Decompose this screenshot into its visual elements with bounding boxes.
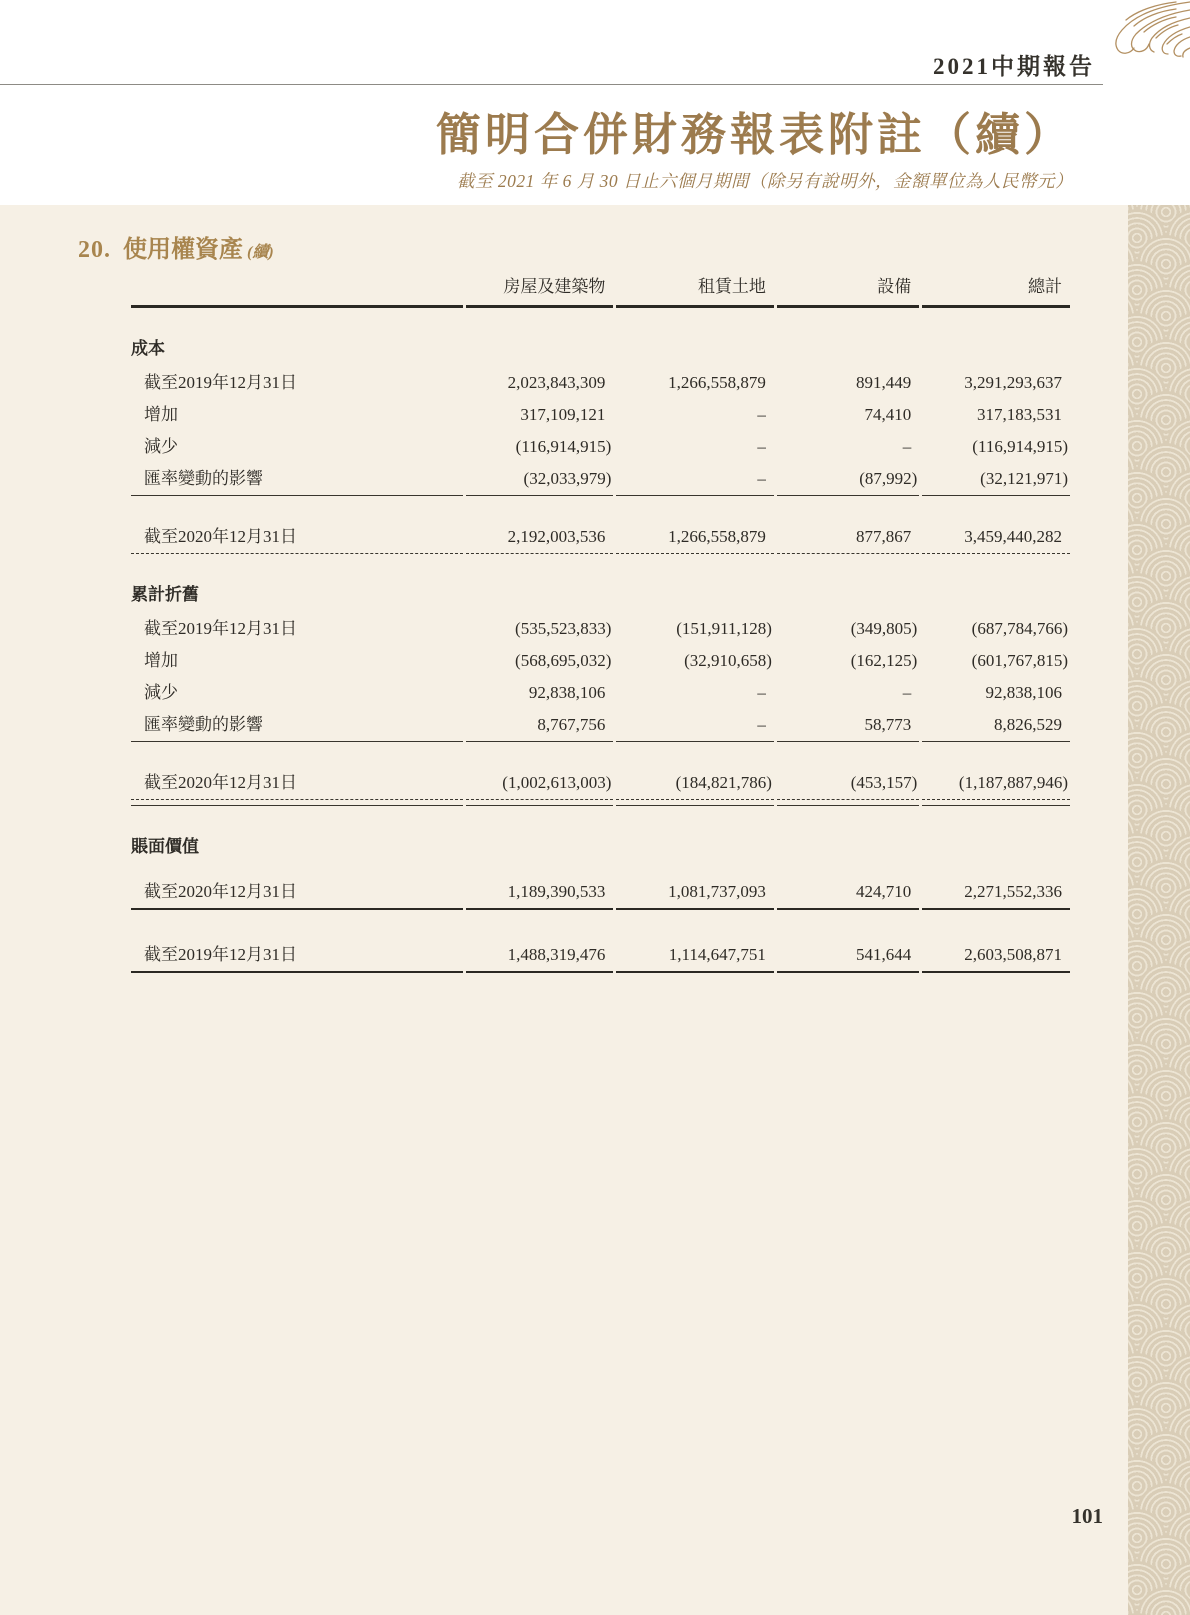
cell-value: – (757, 405, 766, 424)
column-header: 總計 (922, 270, 1070, 308)
cell-value (922, 806, 1070, 865)
header-rule (0, 84, 1103, 85)
cell-value (777, 806, 919, 865)
cell-value: (1,002,613,003) (466, 742, 614, 800)
cell-value: – (616, 463, 774, 496)
table-row (131, 865, 1070, 910)
cell-value: – (902, 683, 912, 702)
table-row (131, 677, 1070, 709)
table-row (131, 742, 1070, 800)
cell-value: (1,187,887,946) (922, 742, 1070, 800)
cell-value: (184,821,786) (616, 742, 774, 800)
column-header: 設備 (777, 270, 919, 308)
table-row (131, 709, 1070, 742)
column-header-empty (131, 270, 463, 308)
row-label: 匯率變動的影響 (131, 463, 463, 496)
row-label: 截至2020年12月31日 (131, 742, 463, 800)
cell-value: (687,784,766) (971, 619, 1068, 638)
column-header: 租賃土地 (616, 270, 774, 308)
seigaiha-wave-pattern (1128, 205, 1190, 1615)
row-label: 截至2019年12月31日 (144, 373, 297, 392)
row-label: 截至2020年12月31日 (131, 865, 463, 910)
table-row (131, 308, 1070, 367)
row-label: 賬面價值 (131, 837, 199, 856)
cell-value: (32,910,658) (684, 651, 772, 670)
page-content (0, 205, 1128, 973)
cell-value: 74,410 (864, 405, 912, 424)
cell-value (466, 806, 614, 865)
row-label: 增加 (144, 651, 178, 670)
cell-value: (32,121,971) (922, 463, 1070, 496)
cell-value: 3,459,440,282 (922, 496, 1070, 554)
cell-value: (453,157) (777, 742, 919, 800)
cell-value (922, 554, 1070, 613)
table-row (131, 613, 1070, 645)
cell-value: 1,189,390,533 (466, 865, 614, 910)
cell-value (616, 554, 774, 613)
right-of-use-assets-table (128, 270, 1073, 973)
cell-value: (601,767,815) (971, 651, 1068, 670)
cell-value: 3,291,293,637 (964, 373, 1062, 392)
cell-value: 8,767,756 (466, 709, 614, 742)
table-header-row (131, 270, 1070, 308)
cell-value: 92,838,106 (985, 683, 1062, 702)
cell-value: 541,644 (777, 910, 919, 973)
row-label: 增加 (144, 405, 178, 424)
cell-value: 1,266,558,879 (668, 373, 766, 392)
cell-value (777, 308, 919, 367)
table-row (131, 431, 1070, 463)
cell-value: – (757, 683, 766, 702)
column-header: 房屋及建築物 (466, 270, 614, 308)
page-number: 101 (1071, 1504, 1103, 1528)
row-label: 截至2019年12月31日 (144, 619, 297, 638)
row-label: 減少 (144, 683, 178, 702)
cell-value (922, 308, 1070, 367)
table-body (131, 308, 1070, 973)
cell-value: (349,805) (850, 619, 918, 638)
cell-value (466, 554, 614, 613)
cell-value (616, 308, 774, 367)
cell-value: 424,710 (777, 865, 919, 910)
report-label: 2021中期報告 (933, 54, 1095, 79)
cell-value (466, 308, 614, 367)
note-continued: (續) (247, 244, 274, 261)
cell-value: – (616, 709, 774, 742)
table-row (131, 806, 1070, 865)
row-label: 截至2019年12月31日 (131, 910, 463, 973)
cell-value: 2,192,003,536 (466, 496, 614, 554)
cell-value: (535,523,833) (515, 619, 612, 638)
row-label: 減少 (144, 437, 178, 456)
cell-value: – (902, 437, 912, 456)
cell-value: 92,838,106 (528, 683, 606, 702)
note-heading (78, 229, 1128, 264)
cell-value: (162,125) (850, 651, 918, 670)
cell-value: (87,992) (777, 463, 919, 496)
row-label: 成本 (131, 339, 165, 358)
cell-value: 2,271,552,336 (922, 865, 1070, 910)
cell-value: (32,033,979) (466, 463, 614, 496)
cell-value: 8,826,529 (922, 709, 1070, 742)
cell-value: (116,914,915) (515, 437, 612, 456)
cell-value: 2,603,508,871 (922, 910, 1070, 973)
page-subtitle: 截至 2021 年 6 月 30 日止六個月期間（除另有說明外，金額單位為人民幣元） (457, 171, 1073, 191)
cell-value: – (757, 437, 766, 456)
cell-value: 1,488,319,476 (466, 910, 614, 973)
table-row (131, 367, 1070, 399)
cell-value: 1,266,558,879 (616, 496, 774, 554)
table-row (131, 399, 1070, 431)
cell-value: (116,914,915) (972, 437, 1068, 456)
cell-value: 1,081,737,093 (616, 865, 774, 910)
table-row (131, 496, 1070, 554)
cell-value: 58,773 (777, 709, 919, 742)
note-title: 使用權資產 (123, 237, 243, 263)
cell-value (777, 554, 919, 613)
cell-value (616, 806, 774, 865)
page-header (0, 0, 1190, 205)
cell-value: 891,449 (856, 373, 912, 392)
cell-value: 317,109,121 (520, 405, 606, 424)
table-row (131, 645, 1070, 677)
note-number: 20. (78, 237, 111, 263)
cell-value: 317,183,531 (977, 405, 1062, 424)
cell-value: 877,867 (777, 496, 919, 554)
table-row (131, 910, 1070, 973)
row-label: 累計折舊 (131, 585, 199, 604)
table-row (131, 554, 1070, 613)
row-label: 截至2020年12月31日 (131, 496, 463, 554)
cell-value: (151,911,128) (676, 619, 772, 638)
cell-value: 1,114,647,751 (616, 910, 774, 973)
cell-value: 2,023,843,309 (507, 373, 606, 392)
row-label: 匯率變動的影響 (131, 709, 463, 742)
page-title: 簡明合併財務報表附註（續） (435, 110, 1073, 160)
cell-value: (568,695,032) (515, 651, 612, 670)
table-row (131, 463, 1070, 496)
